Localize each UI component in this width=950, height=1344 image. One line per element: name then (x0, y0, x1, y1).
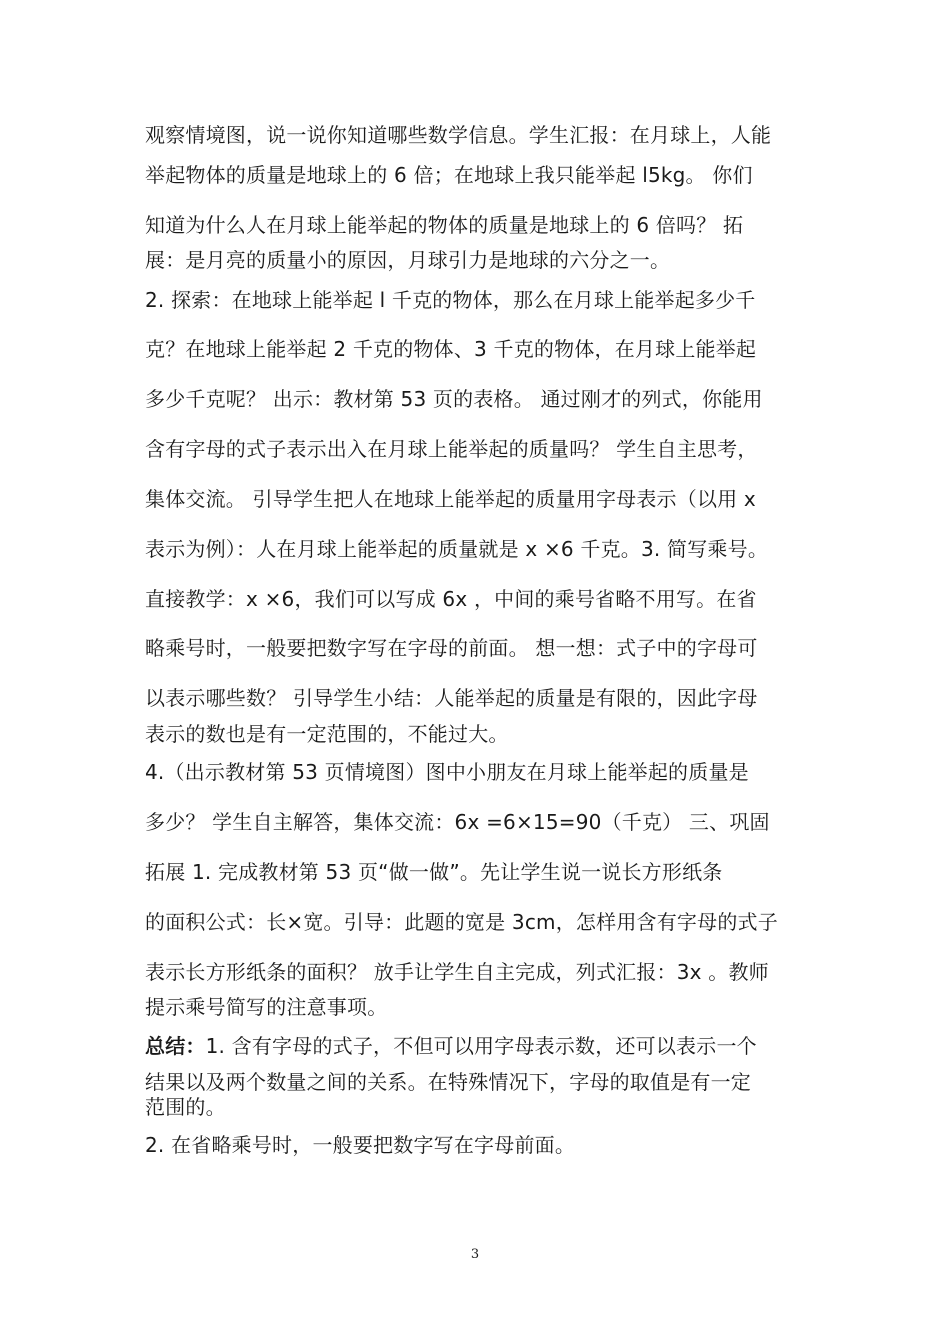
paragraph-line: 观察情境图，说一说你知道哪些数学信息。学生汇报：在月球上，人能 (145, 123, 772, 147)
paragraph-line: 知道为什么人在月球上能举起的物体的质量是地球上的 6 倍吗？ 拓 (145, 213, 744, 237)
paragraph-line: 表示的数也是有一定范围的，不能过大。 (145, 722, 509, 746)
paragraph-line: 表示长方形纸条的面积？ 放手让学生自主完成，列式汇报：3x 。教师 (145, 960, 769, 984)
paragraph-line: 直接教学：x ×6，我们可以写成 6x ，中间的乘号省略不用写。在省 (145, 587, 757, 611)
paragraph-line: 2. 探索：在地球上能举起 l 千克的物体，那么在月球上能举起多少千 (145, 288, 756, 312)
summary-label: 总结： (145, 1034, 206, 1058)
page-number: 3 (470, 1247, 480, 1262)
paragraph-line: 多少？ 学生自主解答，集体交流：6x =6×15=90（千克） 三、巩固 (145, 810, 770, 834)
paragraph-line: 展：是月亮的质量小的原因，月球引力是地球的六分之一。 (145, 248, 671, 272)
summary-line: 范围的。 (145, 1095, 226, 1119)
paragraph-line: 拓展 1. 完成教材第 53 页“做一做”。先让学生说一说长方形纸条 (145, 860, 723, 884)
paragraph-line: 以表示哪些数？ 引导学生小结：人能举起的质量是有限的，因此字母 (145, 686, 758, 710)
paragraph-line: 略乘号时，一般要把数字写在字母的前面。 想一想：式子中的字母可 (145, 636, 758, 660)
paragraph-line: 多少千克呢？ 出示：教材第 53 页的表格。 通过刚才的列式，你能用 (145, 387, 763, 411)
paragraph-line: 集体交流。 引导学生把人在地球上能举起的质量用字母表示（以用 x (145, 487, 756, 511)
summary-line: 结果以及两个数量之间的关系。在特殊情况下，字母的取值是有一定 (145, 1070, 751, 1094)
summary-line (145, 1032, 757, 1060)
paragraph-line: 的面积公式：长×宽。引导：此题的宽是 3cm，怎样用含有字母的式子 (145, 910, 778, 934)
paragraph-line: 含有字母的式子表示出入在月球上能举起的质量吗？ 学生自主思考， (145, 437, 758, 461)
paragraph-line: 举起物体的质量是地球上的 6 倍；在地球上我只能举起 l5kg。 你们 (145, 163, 753, 187)
paragraph-line: 提示乘号简写的注意事项。 (145, 995, 388, 1019)
paragraph-line: 表示为例）：人在月球上能举起的质量就是 x ×6 千克。3. 简写乘号。 (145, 537, 769, 561)
paragraph-line: 克？在地球上能举起 2 千克的物体、3 千克的物体，在月球上能举起 (145, 337, 757, 361)
paragraph-line: 4.（出示教材第 53 页情境图）图中小朋友在月球上能举起的质量是 (145, 760, 749, 784)
summary-text: 1. 含有字母的式子，不但可以用字母表示数，还可以表示一个 (205, 1034, 757, 1058)
summary-line: 2. 在省略乘号时，一般要把数字写在字母前面。 (145, 1133, 576, 1157)
